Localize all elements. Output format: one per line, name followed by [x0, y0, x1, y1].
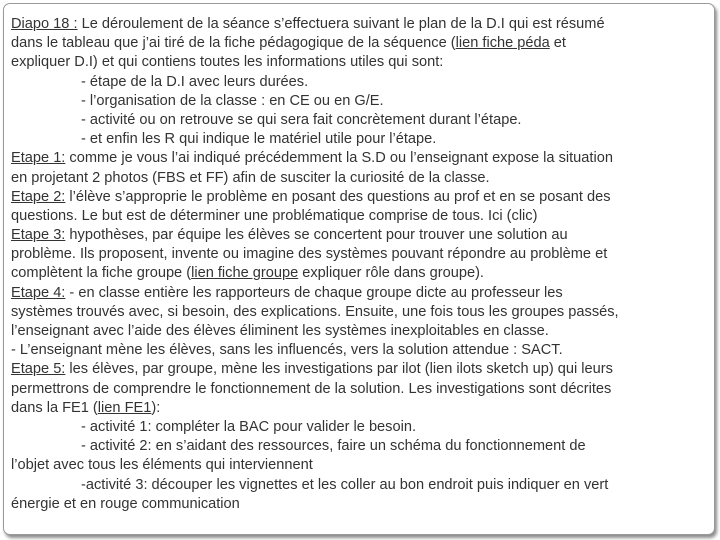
etape2-line-1 [11, 188, 711, 207]
slide-frame [3, 3, 715, 535]
etape3-text-3a: complètent la fiche groupe ( [11, 265, 192, 282]
etape1-line-2: en projetant 2 photos (FBS et FF) afin de susciter la curiosité de la classe. [11, 169, 490, 186]
etape5-line-2: permettrons de comprendre le fonctionnement de la solution. Les investigations sont décrites [11, 380, 612, 397]
etape3-text-1: hypothèses, par équipe les élèves se concertent pour trouver une solution au [65, 227, 568, 244]
intro-line-2 [11, 34, 711, 53]
etape4-label: Etape 4: [11, 284, 66, 301]
etape5-text-1: les élèves, par groupe, mène les investigations par ilot (lien ilots sketch up) qui leurs [65, 361, 613, 378]
etape4-line-1 [11, 284, 711, 303]
etape2-line-2: questions. Le but est de déterminer une problématique comprise de tous. Ici (clic) [11, 207, 538, 224]
etape4-line-4: - L’enseignant mène les élèves, sans les influencés, vers la solution attendue : SACT. [11, 342, 563, 359]
etape5-label: Etape 5: [11, 361, 66, 378]
intro-line-3: expliquer D.I) et qui contiens toutes les informations utiles qui sont: [11, 54, 444, 71]
etape1-text-1: comme je vous l’ai indiqué précédemment la S.D ou l’enseignant expose la situation [65, 150, 613, 167]
etape5-text-3a: dans la FE1 ( [11, 399, 98, 416]
intro-text-2b: et [549, 35, 566, 52]
etape4-text-1: - en classe entière les rapporteurs de chaque groupe dicte au professeur les [65, 284, 563, 301]
etape3-label: Etape 3: [11, 227, 66, 244]
activite3-line-2: énergie et en rouge communication [11, 495, 240, 512]
etape1-line-1 [11, 149, 711, 168]
etape4-line-3: l’enseignant avec l’aide des élèves éliminent les systèmes inexploitables en classe. [11, 323, 549, 339]
intro-line-1 [11, 15, 711, 34]
diapo-label: Diapo 18 : [11, 16, 78, 32]
intro-text-2a: dans le tableau que j’ai tiré de la fiche pédagogique de la séquence ( [11, 35, 456, 52]
etape3-line-2: problème. Ils proposent, invente ou imagine des systèmes pouvant répondre au problème et [11, 246, 608, 263]
etape2-label: Etape 2: [11, 188, 66, 205]
etape2-text-1: l’élève s’approprie le problème en posant des questions au prof et en se posant des [65, 188, 611, 205]
bullet-item: - et enfin les R qui indique le matériel utile pour l’étape. [81, 131, 437, 148]
activite2-line-2: l’objet avec tous les éléments qui interviennent [11, 457, 313, 474]
bullet-item: - l’organisation de la classe : en CE ou en G/E. [81, 92, 384, 109]
etape5-line-1 [11, 360, 711, 379]
etape5-text-3b: ): [151, 399, 161, 416]
lien-fiche-groupe-link[interactable]: lien fiche groupe [191, 265, 299, 282]
activite3-line-1: -activité 3: découper les vignettes et les coller au bon endroit puis indiquer en vert [81, 476, 609, 493]
etape3-text-3b: expliquer rôle dans groupe). [298, 265, 484, 282]
etape1-label: Etape 1: [11, 150, 66, 167]
slide-text [11, 15, 711, 514]
etape3-line-1 [11, 226, 711, 245]
activite1-line: - activité 1: compléter la BAC pour valider le besoin. [81, 418, 417, 435]
etape5-line-3 [11, 399, 711, 418]
lien-fiche-peda-link[interactable]: lien fiche péda [455, 35, 550, 52]
etape3-line-3 [11, 264, 711, 283]
lien-fe1-link[interactable]: lien FE1 [97, 399, 152, 416]
bullet-item: - étape de la D.I avec leurs durées. [81, 73, 309, 90]
etape4-line-2: systèmes trouvés avec, si besoin, des explications. Ensuite, une fois tous les groupes passés, [11, 303, 619, 320]
intro-text-1: Le déroulement de la séance s’effectuera suivant le plan de la D.I qui est résumé [77, 16, 605, 32]
bullet-item: - activité ou on retrouve se qui sera fait concrètement durant l’étape. [81, 111, 522, 128]
activite2-line-1: - activité 2: en s’aidant des ressources, faire un schéma du fonctionnement de [81, 438, 586, 455]
